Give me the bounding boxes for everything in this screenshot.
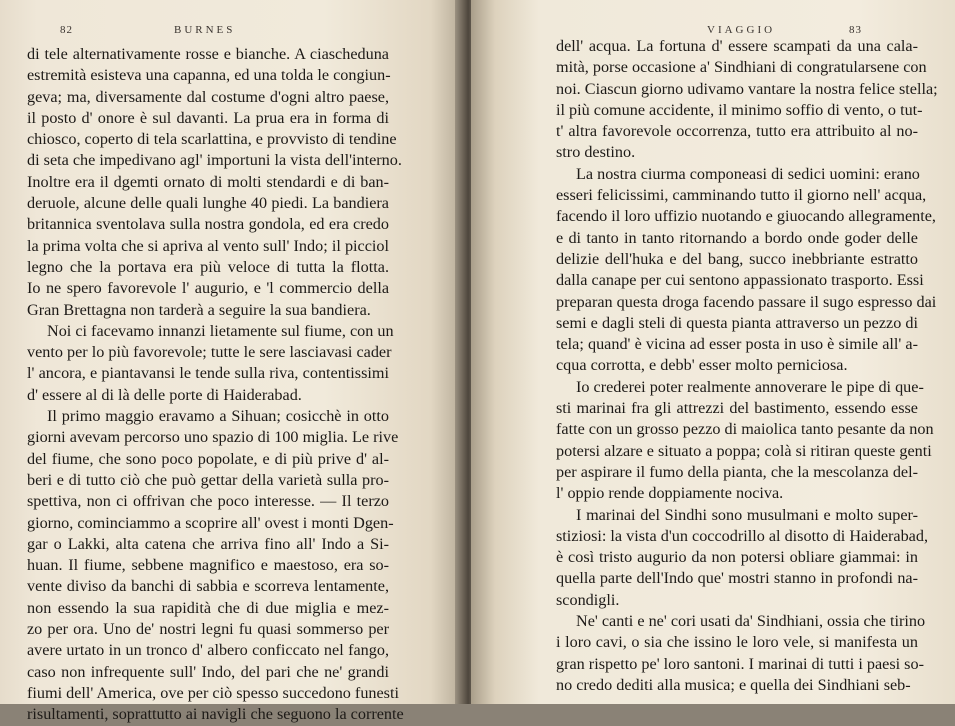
text-line: semi e dagli steli di questa pianta attraverso un pezzo di	[556, 313, 918, 332]
text-line: fatte con un grosso pezzo di maiolica tanto pesante da non	[556, 420, 934, 439]
text-line: del fiume, che sono poco popolate, e di più prive d' al-	[27, 449, 389, 468]
text-line: I marinai del Sindhi sono musulmani e molto super-	[576, 505, 918, 524]
text-line: di seta che impedivano agl' importuni la vista dell'interno.	[27, 151, 402, 170]
text-line: geva; ma, diversamente dal costume d'ogni altro paese,	[27, 87, 389, 106]
text-line: il posto d' onore è sul davanti. La prua era in forma di	[27, 108, 389, 127]
left-page	[0, 0, 463, 724]
text-line: stro destino.	[556, 143, 636, 162]
text-line: tela; quand' è vicina ad esser posta in uso è simile all' a-	[556, 335, 918, 354]
text-line: facendo il loro uffizio nuotando e giuocando allegramente,	[556, 207, 936, 226]
left-page-body	[27, 44, 404, 726]
text-line: estremità esisteva una capanna, ed una tolda le congiun-	[27, 66, 391, 85]
text-line: vente diviso da banchi di sabbia e scorreva lentamente,	[27, 577, 389, 596]
text-line: giorni avevam percorso uno spazio di 100 miglia. Le rive	[27, 428, 399, 447]
text-line: per aspirare il fumo della pianta, che la mescolanza del-	[556, 462, 918, 481]
text-line: dell' acqua. La fortuna d' essere scampati da una cala-	[556, 37, 918, 55]
text-line: l' ancora, e piantavansi le tende sulla riva, contentissimi	[27, 364, 389, 383]
page-number-right: 83	[849, 24, 862, 36]
text-line: il più comune accidente, il minimo soffio di vento, o tut-	[556, 100, 923, 119]
text-line: deruole, alcune delle quali lunghe 40 piedi. La bandiera	[27, 194, 389, 213]
text-line: l' oppio rende doppiamente nociva.	[556, 484, 784, 503]
text-line: Il primo maggio eravamo a Sihuan; cosicchè in otto	[47, 407, 389, 426]
text-line: huan. Il fiume, sebbene magnifico e maestoso, era so-	[27, 556, 389, 575]
text-line: beri e di tutto ciò che può gettar della varietà sulla pro-	[27, 470, 389, 489]
running-head-left: BURNES	[174, 24, 236, 36]
text-line: Io ne spero favorevole l' augurio, e 'l commercio della	[27, 279, 389, 298]
right-page-body	[556, 36, 938, 696]
text-line: giorno, cominciammo a scoprire all' ovest i monti Dgen-	[27, 513, 394, 532]
text-line: avere urtato in un tronco d' albero conficcato nel fango,	[27, 641, 389, 660]
text-line: esseri felicissimi, camminando tutto il giorno nell' acqua,	[556, 186, 927, 205]
text-line: dalla canape per cui sentono appassionato trasporto. Essi	[556, 271, 924, 290]
text-line: Noi ci facevamo innanzi lietamente sul fiume, con un	[47, 321, 394, 340]
text-line: di tele alternativamente rosse e bianche. A ciascheduna	[27, 45, 389, 63]
text-line: e di tanto in tanto ritornando a bordo onde goder delle	[556, 228, 918, 247]
text-line: Io crederei poter realmente annoverare le pipe di que-	[576, 377, 924, 396]
text-line: fiumi dell' America, ove per ciò spesso succedono funesti	[27, 683, 399, 702]
text-line: Ne' canti e ne' cori usati da' Sindhiani, ossia che tirino	[576, 612, 926, 631]
text-line: i loro cavi, o sia che issino le loro vele, si manifesta un	[556, 633, 918, 652]
text-line: gar o Lakki, alta catena che arriva fino all' Indo a Si-	[27, 534, 389, 553]
text-line: non essendo la sua rapidità che di due miglia e mez-	[27, 598, 389, 617]
text-line: gran rispetto pe' loro santoni. I marinai di tutti i paesi so-	[556, 654, 924, 673]
text-line: è così tristo augurio da non potersi obliare giammai: in	[556, 548, 918, 567]
right-page	[471, 0, 955, 704]
text-line: Inoltre era il dgemti ornato di molti stendardi e di ban-	[27, 172, 389, 191]
text-line: stiziosi: la vista d'un coccodrillo al disotto di Haiderabad,	[556, 526, 928, 545]
text-line: delizie dell'huka e del bang, succo inebbriante estratto	[556, 249, 918, 268]
text-line: risultamenti, soprattutto ai navigli che seguono la corrente	[27, 705, 404, 724]
text-line: potersi alzare e situato a poppa; colà si ritiran queste genti	[556, 441, 932, 460]
text-line: cqua corrotta, e debb' esser molto perniciosa.	[556, 356, 848, 375]
text-line: noi. Ciascun giorno udivamo vantare la nostra felice stella;	[556, 79, 938, 98]
text-line: no credo dediti alla musica; e quella dei Sindhiani seb-	[556, 675, 911, 694]
text-line: t' altra favorevole occorrenza, tutto era attribuito al no-	[556, 122, 918, 141]
text-line: chiosco, coperto di tela scarlattina, e provvisto di tendine	[27, 130, 397, 149]
text-line: mità, porse occasione a' Sindhiani di congratularsene con	[556, 58, 927, 77]
text-line: spettiva, non ci offrivan che poco interesse. — Il terzo	[27, 492, 389, 511]
text-line: vento per lo più favorevole; tutte le sere lasciavasi cader	[27, 343, 392, 362]
text-line: quella parte dell'Indo que' mostri stanno in profondi na-	[556, 569, 918, 588]
text-line: zo per ora. Uno de' nostri legni fu quasi sommerso per	[27, 620, 389, 639]
page-number-left: 82	[60, 24, 73, 36]
text-line: legno che la portava era più veloce di tutta la flotta.	[27, 257, 389, 276]
text-line: preparan questa droga facendo passare il sugo espresso dai	[556, 292, 937, 311]
text-line: d' essere al di là delle porte di Haiderabad.	[27, 385, 302, 404]
text-line: sti marinai fra gli attrezzi del bastimento, essendo esse	[556, 399, 918, 418]
text-line: britannica sventolava sulla nostra gondola, ed era credo	[27, 215, 389, 234]
text-line: La nostra ciurma componeasi di sedici uomini: erano	[576, 164, 920, 183]
text-line: la prima volta che si apriva al vento sull' Indo; il picciol	[27, 236, 389, 255]
text-line: scondigli.	[556, 590, 620, 609]
text-line: caso non infrequente sull' Indo, del pari che ne' grandi	[27, 662, 389, 681]
running-head-right: VIAGGIO	[707, 24, 776, 36]
text-line: Gran Brettagna non tarderà a seguire la sua bandiera.	[27, 300, 371, 319]
